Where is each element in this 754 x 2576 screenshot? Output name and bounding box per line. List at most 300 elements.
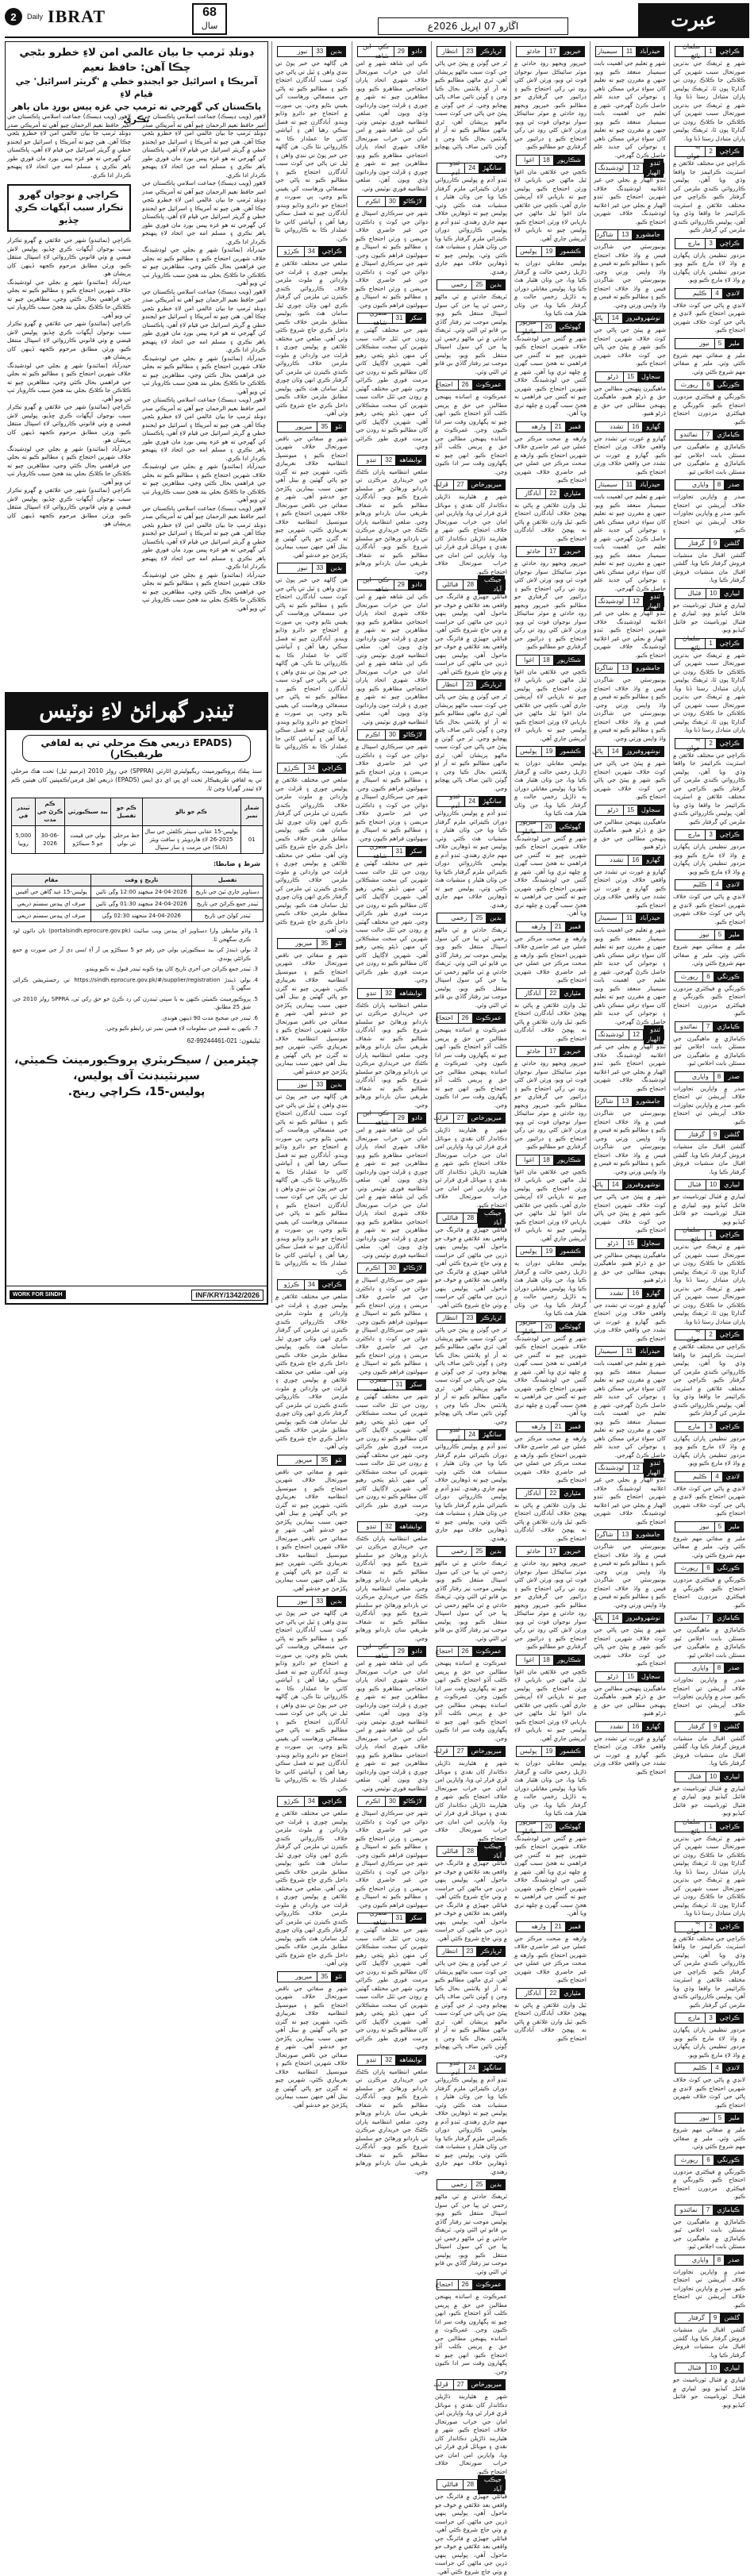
news-item-header: [433, 479, 506, 490]
news-city-tag: گهارو: [643, 422, 664, 432]
news-item-number: 14: [608, 313, 623, 323]
news-item-title: واپاري: [691, 1072, 709, 1080]
news-city-tag: ڪراچي: [717, 830, 743, 840]
news-item-body: پوليس مقابلي دوران ٻه ڌاڙيل زخمي حالت ۾ گرفتار ڪيا ويا، جن وٽان هٿيار هٿ ڪيا ويا. پوليس مقابلي دوران ٻه ڌاڙيل زخمي حالت ۾ گرفتار ڪيا ويا، جن وٽان هٿيار هٿ ڪيا ويا.: [514, 1259, 587, 1317]
news-item-header: [595, 855, 664, 866]
news-city-tag: ٺٽو: [332, 422, 345, 432]
news-item-body: يونيورسٽي جي شاگردن فيس ۾ واڌ خلاف احتجاج ڪيو ۽ مطالبو ڪيو ته فيس ۾ واڌ واپس ورتي وڃي. يونيورسٽي جي شاگردن فيس ۾ واڌ خلاف احتجاج ڪيو ۽ مطالبو ڪيو ته فيس ۾ واڌ واپس ورتي وڃي.: [594, 1109, 666, 1175]
news-item-header: [516, 1246, 585, 1257]
news-item-number: 22: [545, 1489, 560, 1498]
table-header: شمار نمبر: [240, 798, 263, 826]
news-city-tag: ٽنڊو الهيار: [644, 159, 664, 178]
news-item-title: ڪي اين شاهه: [363, 1643, 389, 1659]
year-label: سال: [201, 21, 218, 31]
table-row: [12, 886, 264, 898]
table-cell: 30-06-2026: [35, 826, 65, 854]
news-item-number: 12: [629, 597, 644, 606]
news-item-header: [595, 1096, 664, 1107]
news-item-title: اغوا: [524, 656, 534, 663]
news-item-number: 26: [458, 2280, 473, 2290]
news-item-header: [675, 1471, 744, 1482]
news-item-title: اڪرم: [365, 1264, 380, 1271]
news-item-number: 25: [471, 1547, 487, 1556]
news-item-number: 32: [381, 989, 396, 998]
news-city-tag: مٽياري: [560, 489, 584, 498]
news-item-title: تشدد: [610, 1722, 624, 1730]
lead-paragraph: لاهور (ويب ڊيسڪ) جماعت اسلامي پاڪستان جي امير حافظ نعيم الرحمان چيو آهي ته آمريڪي صدر ڊونلڊ ٽرمپ جا بيان عالمي امن لاءِ خطرو بڻجي چڪا آهن. هنن چيو ته آمريڪا ۽ اسرائيل جو ايجنڊو خطي ۾ گريٽر اسرائيل جي قيام لاءِ آهي، پاڪستان کي گهرجي ته هو غزه پيس بورڊ مان فوري طور ٻاهر نڪري ۽ مسلم امه جي اتحاد لاءِ پنهنجو ڪردار ادا ڪري.: [142, 113, 266, 179]
news-item-body: عمرڪوٽ ۾ اساتذه پنهنجن مطالبن جي حق ۾ پريس ڪلب آڏو احتجاج ڪيو، انهن چيو ته پگهارون وقت سر ادا ڪيون وڃن. عمرڪوٽ ۾ اساتذه پنهنجن مطالبن جي حق ۾ پريس ڪلب آڏو احتجاج ڪيو، انهن چيو ته پگهارون وقت سر ادا ڪيون وڃن.: [435, 2293, 507, 2375]
news-item-number: 29: [394, 1647, 409, 1656]
news-item-title: ميرپور ماٿيلو: [519, 817, 537, 835]
news-item-number: 1: [705, 1230, 716, 1240]
news-item-title: وارهه: [531, 1922, 546, 1930]
table-cell: پوليس-15 عقابي سينٽر ڪلفٽن جي سال 2025-26 لاءِ هارڊويئر ۽ سافٽ ويئر (SLA) جي مرمت ۽ سار سنڀال: [142, 826, 240, 854]
news-city-tag: قمبر: [566, 1922, 584, 1932]
news-item-number: 33: [312, 1080, 327, 1090]
news-city-tag: ٿرپارڪر: [477, 1947, 505, 1956]
news-item-number: 25: [471, 280, 487, 290]
conditions-title: شرط ۽ ضابطا:: [213, 860, 260, 867]
news-item-title: نيوز: [699, 931, 710, 938]
news-item-body: وارهه ۾ صحت مرڪز جي عملي جي غير حاضري خلاف شهرين احتجاج ڪيو. وارهه ۾ صحت مرڪز جي عملي جي غير حاضري خلاف شهرين احتجاج ڪيو.: [514, 934, 587, 983]
news-item-title: گرفتار: [688, 1131, 705, 1138]
news-item-body: يونيورسٽي جي شاگردن فيس ۾ واڌ خلاف احتجاج ڪيو ۽ مطالبو ڪيو ته فيس ۾ واڌ واپس ورتي وڃي. يونيورسٽي جي شاگردن فيس ۾ واڌ خلاف احتجاج ڪيو ۽ مطالبو ڪيو ته فيس ۾ واڌ واپس ورتي وڃي.: [594, 676, 666, 742]
news-item-body: ليياري ۾ فٽبال ٽورنامينٽ جو فائنل کيڏيو ويو. ليياري ۾ فٽبال ٽورنامينٽ جو فائنل کيڏيو ويو.: [673, 1784, 745, 1817]
news-item-header: [592, 746, 664, 757]
news-item-header: [675, 1817, 744, 1835]
news-item-number: 20: [541, 322, 556, 332]
lead-paragraph: لاهور (ويب ڊيسڪ) جماعت اسلامي پاڪستان جي امير حافظ نعيم الرحمان چيو آهي ته آمريڪي صدر ڊونلڊ ٽرمپ جا بيان عالمي امن لاءِ خطرو بڻجي چڪا آهن. هنن چيو ته آمريڪا ۽ اسرائيل جو ايجنڊو خطي ۾ گريٽر اسرائيل جي قيام لاءِ آهي، پاڪستان کي گهرجي ته هو غزه پيس بورڊ مان فوري طور ٻاهر نڪري ۽ مسلم امه جي اتحاد لاءِ پنهنجو ڪردار ادا ڪري.: [142, 504, 266, 570]
news-item-number: 13: [617, 663, 633, 673]
news-item-number: 32: [381, 1522, 396, 1532]
news-item-number: 24: [464, 2063, 479, 2073]
news-item-body: ٽريفڪ حادثي ۾ ٽي ماڻهو زخمي ٿي پيا جن کي سول اسپتال منتقل ڪيو ويو، پوليس موجب تيز رفتار گاڏي بي قابو ٿي الٽي وئي. ٽريفڪ حادثي ۾ ٽي ماڻهو زخمي ٿي پيا جن کي سول اسپتال منتقل ڪيو ويو، پوليس موجب تيز رفتار گاڏي بي قابو ٿي الٽي وئي.: [435, 926, 507, 1009]
news-item-number: 23: [463, 1313, 478, 1323]
news-item-body: ٽيل وارن علائقن ۾ پاڻي نه پهچڻ خلاف آبادگارن احتجاج ڪيو. ٽيل وارن علائقن ۾ پاڻي نه پهچڻ خلاف آبادگارن احتجاج ڪيو.: [514, 501, 587, 542]
news-item-title: وارهه: [531, 1422, 546, 1430]
lead-paragraph: حيدرآباد (نمائندو) شهر ۾ بجلي جي لوڊشيڊنگ خلاف شهرين احتجاج ڪيو ۽ مطالبو ڪيو ته بجلي جي فراهمي بحال ڪئي وڃي، مظاهرين چيو ته ڪلاڪن جا ڪلاڪ بجلي بند هجڻ سبب ڪاروبار ٺپ ٿي ويو آهي.: [142, 463, 266, 503]
news-item-header: [437, 1946, 506, 1957]
news-item-number: 7: [702, 1022, 714, 1032]
news-item-body: شهر ۾ تعليم جي اهميت بابت سيمينار منعقد ڪيو ويو، جنهن ۾ مقررن چيو ته تعليم کان سواءِ ترقي ممڪن ناهي ۽ نوجوانن کي جديد علم حاصل ڪرڻ گهرجي. شهر ۾ تعليم جي اهميت بابت سيمينار منعقد ڪيو ويو، جنهن ۾ مقررن چيو ته تعليم کان سواءِ ترقي ممڪن ناهي ۽ نوجوانن کي جديد علم حاصل ڪرڻ گهرجي.: [594, 493, 666, 592]
tender-footer: [6, 1286, 267, 1303]
news-item-number: 33: [312, 47, 327, 56]
news-item-title: رپورٽ: [680, 972, 698, 980]
news-item-header: [675, 829, 744, 840]
news-item-title: نيوز: [297, 48, 308, 55]
news-city-tag: بدين: [327, 1080, 345, 1090]
news-item-body: پوليس مقابلي دوران ٻه ڌاڙيل زخمي حالت ۾ گرفتار ڪيا ويا، جن وٽان هٿيار هٿ ڪيا ويا. پوليس مقابلي دوران ٻه ڌاڙيل زخمي حالت ۾ گرفتار ڪيا ويا، جن وٽان هٿيار هٿ ڪيا ويا.: [514, 1759, 587, 1817]
news-item-body: وارهه ۾ صحت مرڪز جي عملي جي غير حاضري خلاف شهرين احتجاج ڪيو. وارهه ۾ صحت مرڪز جي عملي جي غير حاضري خلاف شهرين احتجاج ڪيو.: [514, 434, 587, 483]
lead-paragraph: حيدرآباد (نمائندو) شهر ۾ بجلي جي لوڊشيڊنگ خلاف شهرين احتجاج ڪيو ۽ مطالبو ڪيو ته بجلي جي فراهمي بحال ڪئي وڃي، مظاهرين چيو ته ڪلاڪن جا ڪلاڪ بجلي بند هجڻ سبب ڪاروبار ٺپ ٿي ويو آهي.: [7, 444, 131, 486]
news-item-number: 18: [539, 1655, 554, 1665]
news-item-number: 29: [394, 1113, 409, 1123]
news-item-header: [516, 1746, 585, 1757]
news-item-title: پاڻي: [592, 748, 603, 755]
news-item-number: 10: [706, 1180, 721, 1190]
news-item-title: ٻه جوان: [687, 734, 701, 752]
news-column: [590, 41, 669, 1775]
news-item-title: رپورٽ: [680, 2155, 698, 2163]
news-item-number: 14: [608, 1180, 623, 1190]
news-item-title: اڪرم: [365, 731, 380, 738]
news-item-header: [595, 371, 664, 383]
news-item-body: ضلعي انتظاميه پاران ڪڻڪ جي خريداري مرڪزن تي باردانو ورهائڻ جو سلسلو شروع ڪيو ويو، آبادگارن مطالبو ڪيو ته شفاف طريقي سان باردانو ورهايو وڃي. ضلعي انتظاميه پاران ڪڻڪ جي خريداري مرڪزن تي باردانو ورهائڻ جو سلسلو شروع ڪيو ويو، آبادگارن مطالبو ڪيو ته شفاف طريقي سان باردانو ورهايو وڃي.: [356, 1001, 428, 1109]
news-item-body: گلشن اقبال مان منشيات فروش گرفتار ڪيا ويا. گلشن اقبال مان منشيات فروش گرفتار ڪيا ويا.: [673, 2326, 745, 2359]
news-item-header: [277, 938, 346, 949]
news-city-tag: بدين: [487, 280, 505, 290]
news-item-header: [675, 2113, 744, 2124]
news-item-number: 35: [317, 1972, 332, 1982]
news-item-title: انتظار: [441, 681, 458, 688]
lead-paragraph: لاهور (ويب ڊيسڪ) جماعت اسلامي پاڪستان جي امير حافظ نعيم الرحمان چيو آهي ته آمريڪي صدر ڊونلڊ ٽرمپ جا بيان عالمي امن لاءِ خطرو بڻجي چڪا آهن. هنن چيو ته آمريڪا ۽ اسرائيل جو ايجنڊو خطي ۾ گريٽر اسرائيل جي قيام لاءِ آهي، پاڪستان کي گهرجي ته هو غزه پيس بورڊ مان فوري طور ٻاهر نڪري ۽ مسلم امه جي اتحاد لاءِ پنهنجو ڪردار ادا ڪري.: [142, 179, 266, 245]
news-item-body: ٿر جي ڳوٺن ۾ پيئڻ جي پاڻي جي کوٽ سبب ماڻهو پريشان آهن، ٿري ماڻهن مطالبو ڪيو ته آر او پلانٽس بحال ڪيا وڃن ۽ ڳوٺن تائين صاف پاڻي پهچايو وڃي. ٿر جي ڳوٺن ۾ پيئڻ جي پاڻي جي کوٽ سبب ماڻهو پريشان آهن، ٿري ماڻهن مطالبو ڪيو ته آر او پلانٽس بحال ڪيا وڃن ۽ ڳوٺن تائين صاف پاڻي پهچايو وڃي.: [435, 1326, 507, 1425]
news-item-header: [675, 1563, 744, 1574]
news-item-title: ڌرڻو: [607, 372, 619, 380]
news-city-tag: ڪياماڙي: [714, 1022, 743, 1032]
news-item-header: [516, 1046, 585, 1057]
news-item-header: [437, 2059, 506, 2076]
news-city-tag: دادو: [409, 580, 425, 590]
news-item-body: ٽيل وارن علائقن ۾ پاڻي نه پهچڻ خلاف آبادگارن احتجاج ڪيو. ٽيل وارن علائقن ۾ پاڻي نه پهچڻ خلاف آبادگارن احتجاج ڪيو.: [514, 1001, 587, 1042]
news-item-header: [437, 2179, 506, 2190]
news-item-body: ٽنڊو آدم ۾ پوليس ڪارروائي دوران ڪيترائي ملزم گرفتار ڪيا ويا جن وٽان هٿيار ۽ منشيات هٿ ڪئي وئي، پوليس چيو ته ڏوهارين خلاف مهم جاري رهندي. ٽنڊو آدم ۾ پوليس ڪارروائي دوران ڪيترائي ملزم گرفتار ڪيا ويا جن وٽان هٿيار ۽ منشيات هٿ ڪئي وئي، پوليس چيو ته ڏوهارين خلاف مهم جاري رهندي.: [435, 1443, 507, 1542]
news-city-tag: ڪراچي: [717, 147, 743, 156]
table-cell: 24-04-2026 منجهند 02:30 وڳي: [91, 910, 192, 922]
news-item-header: [516, 655, 585, 666]
table-cell: 24-04-2026 منجهند 01:30 وڳي تائين: [91, 898, 192, 910]
news-item-header: [675, 43, 744, 60]
news-city-tag: گهوٽڪي: [556, 1822, 584, 1832]
news-item-number: 34: [304, 763, 319, 773]
news-item-number: 16: [628, 855, 643, 865]
news-item-header: [675, 1613, 744, 1624]
news-item-title: ڪليم: [692, 289, 707, 297]
news-item-body: شهر ۾ صفائي جي ناقص صورتحال خلاف شهرين احتجاج ڪيو ۽ ميونسپل انتظاميه خلاف نعريبازي ڪئي، شهرين چيو ته گٽرن جو پاڻي گهٽين ۾ بيٺل آهي جنهن سبب بيمارين پکڙجڻ جو خدشو آهي. شهر ۾ صفائي جي ناقص صورتحال خلاف شهرين احتجاج ڪيو ۽ ميونسپل انتظاميه خلاف نعريبازي ڪئي، شهرين چيو ته گٽرن جو پاڻي گهٽين ۾ بيٺل آهي جنهن سبب بيمارين پکڙجڻ جو خدشو آهي.: [275, 434, 348, 559]
news-item-number: 19: [541, 1747, 556, 1756]
news-item-number: 15: [623, 805, 638, 815]
news-city-tag: سجاول: [638, 1672, 664, 1682]
news-city-tag: ڪراچي: [717, 1330, 743, 1340]
news-item-number: 8: [714, 1072, 725, 1082]
news-item-header: [516, 246, 585, 257]
table-row: [12, 826, 264, 854]
news-item-title: تنڊو: [366, 989, 377, 997]
news-item-title: فٽبال: [687, 2364, 702, 2371]
news-item-body: هن ڳالهه جي خبر پوڻ تي ننڍي واهن ۽ ٽيل تي پاڻي جي کوٽ سبب آبادگارن احتجاج ڪيو ۽ مطالبو ڪيو ته پاڻي جي منصفاڻي ورهاست کي يقيني بڻايو وڃي، ٻي صورت ۾ احتجاج جو دائرو وڌايو ويندو. آبادگارن چيو ته فصل سڪي رهيا آهن ۽ آبپاشي کاتي جا عملدار ڪا به ڪارروائي نٿا ڪن. هن ڳالهه جي خبر پوڻ تي ننڍي واهن ۽ ٽيل تي پاڻي جي کوٽ سبب آبادگارن احتجاج ڪيو ۽ مطالبو ڪيو ته پاڻي جي منصفاڻي ورهاست کي يقيني بڻايو وڃي، ٻي صورت ۾ احتجاج جو دائرو وڌايو ويندو. آبادگارن چيو ته فصل سڪي رهيا آهن ۽ آبپاشي کاتي جا عملدار ڪا به ڪارروائي نٿا ڪن.: [275, 576, 348, 759]
news-city-tag: بدين: [487, 913, 505, 923]
news-item-number: 29: [394, 47, 409, 56]
news-item-title: پاڻي: [592, 1181, 603, 1188]
masthead: [5, 3, 749, 38]
news-item-number: 8: [714, 480, 725, 490]
news-item-header: [675, 1226, 744, 1243]
news-item-header: [357, 1643, 426, 1659]
table-header-row: [12, 875, 264, 886]
lead-paragraph: ڪراچي (نمائندو) شهر جي علائقي ۾ گهرو تڪرار سبب نوجوان آپگهات ڪري ڇڏيو، پوليس لاش قبضي ۾ وٺي قانوني ڪارروائي لاءِ اسپتال منتقل ڪيو، ورثن مطابق مرحوم ڪجهه ڏينهن کان پريشان هو.: [7, 486, 131, 527]
news-item-body: شهر ۾ تعليم جي اهميت بابت سيمينار منعقد ڪيو ويو، جنهن ۾ مقررن چيو ته تعليم کان سواءِ ترقي ممڪن ناهي ۽ نوجوانن کي جديد علم حاصل ڪرڻ گهرجي. شهر ۾ تعليم جي اهميت بابت سيمينار منعقد ڪيو ويو، جنهن ۾ مقررن چيو ته تعليم کان سواءِ ترقي ممڪن ناهي ۽ نوجوانن کي جديد علم حاصل ڪرڻ گهرجي.: [594, 926, 666, 1025]
tender-signature: [6, 1052, 267, 1100]
news-item-title: مصري شاهه: [369, 843, 387, 859]
news-item-body: خيرپور ويجهو روڊ حادثي ۾ موٽر سائيڪل سوار نوجوان فوت ٿي ويو، ورثن لاش کڻي روڊ تي رکي احتجاج ڪيو ۽ ڊرائيور جي گرفتاري جو مطالبو ڪيو. خيرپور ويجهو روڊ حادثي ۾ موٽر سائيڪل سوار نوجوان فوت ٿي ويو، ورثن لاش کڻي روڊ تي رکي احتجاج ڪيو ۽ ڊرائيور جي گرفتاري جو مطالبو ڪيو.: [514, 60, 587, 150]
news-city-tag: سجاول: [638, 372, 664, 382]
news-item-body: شهر جي سرڪاري اسپتال ۾ دوائن جي کوٽ ۽ ڊاڪٽرن جي غير حاضري خلاف مريضن ۽ ورثن احتجاج ڪيو ۽ مطالبو ڪيو ته اسپتال ۾ سهولتون فراهم ڪيون وڃن. شهر جي سرڪاري اسپتال ۾ دوائن جي کوٽ ۽ ڊاڪٽرن جي غير حاضري خلاف مريضن ۽ ورثن احتجاج ڪيو ۽ مطالبو ڪيو ته اسپتال ۾ سهولتون فراهم ڪيون وڃن.: [356, 1276, 428, 1375]
news-item-title: واپاري: [691, 481, 709, 488]
news-item-body: صدر ۾ واپارين تجاوزات خلاف آپريشن تي احتجاج ڪيو. صدر ۾ واپارين تجاوزات خلاف آپريشن تي احتجاج ڪيو.: [673, 1676, 745, 1717]
news-item-header: [437, 576, 506, 593]
news-item-title: ڪرڙو: [283, 1797, 299, 1805]
news-item-title: انتظار: [441, 1947, 458, 1955]
news-city-tag: ملير: [725, 930, 743, 940]
news-item-number: 35: [317, 1455, 332, 1465]
news-item-body: لانڍي ۾ پاڻي جي کوٽ خلاف شهرين احتجاج ڪيو. لانڍي ۾ پاڻي جي کوٽ خلاف شهرين احتجاج ڪيو.: [673, 1484, 745, 1517]
news-city-tag: بدين: [327, 1597, 345, 1606]
news-item-number: 9: [710, 539, 721, 548]
news-item-number: 20: [541, 1822, 556, 1832]
news-item-title: ٽنڊو آدم: [449, 793, 460, 809]
news-item-title: انتظار: [441, 1314, 458, 1321]
news-item-header: [357, 1376, 426, 1393]
news-item-body: شهر ۾ گئس جي لوڊشيڊنگ خلاف شهرين احتجاج ڪيو، شهرين چيو ته گئس جي فراهمي نه هجڻ سبب گهرن ۾ چلهه ٺري ويا آهن. شهر ۾ گئس جي لوڊشيڊنگ خلاف شهرين احتجاج ڪيو، شهرين چيو ته گئس جي فراهمي نه هجڻ سبب گهرن ۾ چلهه ٺري ويا آهن.: [514, 1834, 587, 1917]
news-item-header: [675, 238, 744, 249]
signature-line: سپرنٽينڊنٽ آف پوليس،: [73, 1069, 200, 1082]
news-city-tag: شڪارپور: [554, 1155, 584, 1165]
news-item-header: [516, 1988, 585, 1999]
news-item-header: [357, 1263, 426, 1274]
news-item-header: [595, 421, 664, 433]
news-item-title: تشدد: [610, 1289, 624, 1297]
news-item-body: لانڍي ۾ پاڻي جي کوٽ خلاف شهرين احتجاج ڪيو. لانڍي ۾ پاڻي جي کوٽ خلاف شهرين احتجاج ڪيو.: [673, 2076, 745, 2109]
lead-headline-tertiary: پاڪستان کي گهرجي ته ٽرمپ جي غزه پيس بورڊ مان ٻاهر نڪري: [11, 102, 262, 125]
news-item-number: 6: [702, 2155, 714, 2165]
news-city-tag: عمرڪوٽ: [473, 1013, 505, 1023]
news-column: [431, 41, 510, 2575]
news-item-title: نمائندو: [679, 1614, 698, 1621]
news-item-number: 6: [702, 1563, 714, 1573]
news-item-header: [357, 310, 426, 326]
tender-intro: سنڌ پبلڪ پروڪيورمينٽ ريگيوليٽري اٿارٽي (SPPRA) جي رولز 2010 (ترميم ٿيل) تحت هڪ مرحلي تي ٻه لفافي طريقيڪار تحت اي پي اي ڊي ايس (EPADS) ذريعي اهل فرمن/ڪمپنين کان هيٺين ڪم لاءِ ٽينڊر گهرايا وڃن ٿا.: [11, 767, 262, 792]
news-city-tag: ملير: [725, 1522, 743, 1532]
news-item-header: [516, 1317, 585, 1335]
news-item-header: [277, 563, 346, 574]
condition-item: 3. ٽينڊر جمع ڪرائڻ جي آخري تاريخ کان پوءِ ڪوبه ٽينڊر قبول نه ڪيو ويندو.: [13, 965, 251, 974]
news-item-body: وارهه ۾ صحت مرڪز جي عملي جي غير حاضري خلاف شهرين احتجاج ڪيو. وارهه ۾ صحت مرڪز جي عملي جي غير حاضري خلاف شهرين احتجاج ڪيو.: [514, 1434, 587, 1483]
news-city-tag: حيدرآباد: [637, 1347, 664, 1356]
news-item-title: واپاري: [691, 2255, 709, 2263]
news-item-body: ڪورنگي ۾ فيڪٽري مزدورن احتجاج ڪيو. ڪورنگي ۾ فيڪٽري مزدورن احتجاج ڪيو.: [673, 2167, 745, 2200]
news-item-number: 12: [629, 1030, 644, 1040]
news-item-header: [437, 379, 506, 390]
news-item-header: [675, 2205, 744, 2216]
news-item-header: [675, 1326, 744, 1343]
news-item-body: صدر ۾ واپارين تجاوزات خلاف آپريشن تي احتجاج ڪيو. صدر ۾ واپارين تجاوزات خلاف آپريشن تي احتجاج ڪيو.: [673, 493, 745, 533]
news-city-tag: لاڙڪاڻو: [400, 730, 425, 740]
news-item-title: ميرپور ماٿيلو: [519, 1317, 537, 1335]
news-item-body: ڪراچي جي مختلف علائقن ۾ اسٽريٽ ڪرائيمز جا واقعا وڌي ويا آهن، پوليس ڪارروائي ڪندي ملزمن کي گرفتار ڪيو. ڪراچي جي مختلف علائقن ۾ اسٽريٽ ڪرائيمز جا واقعا وڌي ويا آهن، پوليس ڪارروائي ڪندي ملزمن کي گرفتار ڪيو.: [673, 1934, 745, 2009]
news-item-header: [516, 988, 585, 999]
news-city-tag: ٽنڊو الهيار: [644, 1025, 664, 1044]
news-city-tag: خيرپور: [560, 47, 584, 56]
news-item-title: تنڊو: [366, 456, 377, 463]
news-item-header: [357, 455, 426, 466]
news-item-body: قبائلي جهيڙي ۾ فائرنگ جي واقعي بعد علائقي ۾ خوف جو ماحول آهي، پوليس ٻنهي ڌرين جي ماڻهن کي حراست ۾ وٺي جاچ شروع ڪئي آهي. قبائلي جهيڙي ۾ فائرنگ جي واقعي بعد علائقي ۾ خوف جو ماحول آهي، پوليس ٻنهي ڌرين جي ماڻهن کي حراست ۾ وٺي جاچ شروع ڪئي آهي.: [435, 1859, 507, 1942]
news-item-title: فٽبال: [687, 1772, 702, 1780]
news-city-tag: حيدرآباد: [637, 480, 664, 490]
news-item-body: صدر ۾ واپارين تجاوزات خلاف آپريشن تي احتجاج ڪيو. صدر ۾ واپارين تجاوزات خلاف آپريشن تي احتجاج ڪيو.: [673, 2267, 745, 2309]
news-item-body: ضلعي جي مختلف علائقن ۾ پوليس چوري ۽ ڦرلٽ جي وارداتن ۾ ملوث ملزمن خلاف ڪارروائي ڪندي ڪيترن ئي ملزمن کي گرفتار ڪري انهن وٽان چوري ٿيل سامان هٿ ڪيو، پوليس مطابق ملزمن خلاف ڪيس داخل ڪري جاچ شروع ڪئي وئي آهي. ضلعي جي مختلف علائقن ۾ پوليس چوري ۽ ڦرلٽ جي وارداتن ۾ ملوث ملزمن خلاف ڪارروائي ڪندي ڪيترن ئي ملزمن کي گرفتار ڪري انهن وٽان چوري ٿيل سامان هٿ ڪيو، پوليس مطابق ملزمن خلاف ڪيس داخل ڪري جاچ شروع ڪئي وئي آهي.: [275, 776, 348, 933]
news-item-header: [516, 1488, 585, 1499]
news-item-number: 29: [394, 580, 409, 590]
news-item-number: 24: [464, 797, 479, 806]
news-item-header: [516, 746, 585, 757]
news-city-tag: ڪشمور: [556, 247, 584, 256]
news-item-number: 20: [541, 1322, 556, 1332]
news-item-number: 21: [551, 922, 566, 932]
news-item-header: [595, 229, 664, 240]
news-city-tag: بدين: [487, 1547, 505, 1556]
news-item-header: [516, 421, 585, 433]
news-item-header: [595, 1529, 664, 1540]
news-item-title: ميرپور: [294, 422, 313, 430]
news-item-header: [595, 46, 664, 57]
news-city-tag: ٺٽو: [332, 939, 345, 948]
news-item-title: نمائندو: [679, 431, 698, 438]
news-item-header: [437, 1013, 506, 1024]
work-for-sindh-logo: WORK FOR SINDH: [10, 1290, 66, 1299]
news-item-number: 26: [458, 1647, 473, 1656]
news-item-body: ضلعي جي مختلف علائقن ۾ پوليس چوري ۽ ڦرلٽ جي وارداتن ۾ ملوث ملزمن خلاف ڪارروائي ڪندي ڪيترن ئي ملزمن کي گرفتار ڪري انهن وٽان چوري ٿيل سامان هٿ ڪيو، پوليس مطابق ملزمن خلاف ڪيس داخل ڪري جاچ شروع ڪئي وئي آهي. ضلعي جي مختلف علائقن ۾ پوليس چوري ۽ ڦرلٽ جي وارداتن ۾ ملوث ملزمن خلاف ڪارروائي ڪندي ڪيترن ئي ملزمن کي گرفتار ڪري انهن وٽان چوري ٿيل سامان هٿ ڪيو، پوليس مطابق ملزمن خلاف ڪيس داخل ڪري جاچ شروع ڪئي وئي آهي.: [275, 1809, 348, 1967]
news-item-body: هن ڳالهه جي خبر پوڻ تي ننڍي واهن ۽ ٽيل تي پاڻي جي کوٽ سبب آبادگارن احتجاج ڪيو ۽ مطالبو ڪيو ته پاڻي جي منصفاڻي ورهاست کي يقيني بڻايو وڃي، ٻي صورت ۾ احتجاج جو دائرو وڌايو ويندو. آبادگارن چيو ته فصل سڪي رهيا آهن ۽ آبپاشي کاتي جا عملدار ڪا به ڪارروائي نٿا ڪن. هن ڳالهه جي خبر پوڻ تي ننڍي واهن ۽ ٽيل تي پاڻي جي کوٽ سبب آبادگارن احتجاج ڪيو ۽ مطالبو ڪيو ته پاڻي جي منصفاڻي ورهاست کي يقيني بڻايو وڃي، ٻي صورت ۾ احتجاج جو دائرو وڌايو ويندو. آبادگارن چيو ته فصل سڪي رهيا آهن ۽ آبپاشي کاتي جا عملدار ڪا به ڪارروائي نٿا ڪن.: [275, 1609, 348, 1792]
news-city-tag: عمرڪوٽ: [473, 2280, 505, 2290]
news-city-tag: گهارو: [643, 1289, 664, 1298]
news-item-header: [357, 196, 426, 207]
news-item-title: پاڻي: [592, 1614, 603, 1621]
news-item-header: [516, 1155, 585, 1166]
news-item-number: 31: [392, 313, 407, 323]
news-item-body: شهر ۾ پيئڻ جي پاڻي جي کوٽ خلاف شهرين احتجاج ڪيو. شهر ۾ پيئڻ جي پاڻي جي کوٽ خلاف شهرين احتجاج ڪيو.: [594, 759, 666, 800]
news-column: [510, 41, 590, 2042]
news-city-tag: جيڪب آباد: [478, 575, 505, 594]
newspaper-logo: عبرت: [638, 3, 749, 37]
news-item-title: احتجاج: [435, 2281, 453, 2288]
news-city-tag: گهوٽڪي: [556, 822, 584, 832]
news-item-header: [357, 729, 426, 740]
news-item-title: سيمينار: [597, 48, 617, 55]
news-item-number: 11: [622, 913, 637, 923]
news-city-tag: جامشورو: [633, 1530, 664, 1540]
news-city-tag: مٽياري: [560, 1989, 584, 1998]
news-item-header: [357, 988, 426, 999]
tender-work-table: [11, 798, 264, 854]
news-item-header: [675, 1129, 744, 1140]
news-item-body: ڪياماڙي ۾ ماهيگيرن جي مسئلن بابت اجلاس ٿيو. ڪياماڙي ۾ ماهيگيرن جي مسئلن بابت اجلاس ٿيو.: [673, 1626, 745, 1659]
news-item-number: 28: [463, 580, 478, 590]
news-city-tag: ڪشمور: [556, 747, 584, 756]
news-item-header: [675, 379, 744, 390]
news-item-header: [437, 1426, 506, 1443]
news-item-number: 19: [541, 247, 556, 256]
news-item-body: ملير ۾ صفائي مهم شروع ڪئي وئي. ملير ۾ صفائي مهم شروع ڪئي وئي.: [673, 943, 745, 967]
news-item-body: هن ڳالهه جي خبر پوڻ تي ننڍي واهن ۽ ٽيل تي پاڻي جي کوٽ سبب آبادگارن احتجاج ڪيو ۽ مطالبو ڪيو ته پاڻي جي منصفاڻي ورهاست کي يقيني بڻايو وڃي، ٻي صورت ۾ احتجاج جو دائرو وڌايو ويندو. آبادگارن چيو ته فصل سڪي رهيا آهن ۽ آبپاشي کاتي جا عملدار ڪا به ڪارروائي نٿا ڪن. هن ڳالهه جي خبر پوڻ تي ننڍي واهن ۽ ٽيل تي پاڻي جي کوٽ سبب آبادگارن احتجاج ڪيو ۽ مطالبو ڪيو ته پاڻي جي منصفاڻي ورهاست کي يقيني بڻايو وڃي، ٻي صورت ۾ احتجاج جو دائرو وڌايو ويندو. آبادگارن چيو ته فصل سڪي رهيا آهن ۽ آبپاشي کاتي جا عملدار ڪا به ڪارروائي نٿا ڪن.: [275, 1093, 348, 1275]
news-item-title: مارچ: [687, 239, 701, 247]
news-item-number: 34: [304, 1280, 319, 1290]
news-city-tag: جيڪب آباد: [478, 1209, 505, 1228]
news-item-header: [437, 913, 506, 924]
table-header-row: [12, 798, 264, 826]
news-city-tag: ڪراچي: [717, 639, 743, 648]
news-item-title: حادثو: [526, 48, 541, 55]
news-item-title: شاگرد: [596, 231, 614, 238]
news-item-title: مصري شاهه: [369, 1909, 387, 1926]
news-city-tag: ٿرپارڪر: [477, 1313, 505, 1323]
news-item-title: مصري شاهه: [369, 310, 387, 326]
news-item-header: [675, 2255, 744, 2266]
news-item-body: ڪچي جي علائقي مان اغوا ٿيل ماڻهن جي بازيابي لاءِ ورثن احتجاج ڪيو، پوليس چيو ته بازيابي لاءِ آپريشن جاري آهي. ڪچي جي علائقي مان اغوا ٿيل ماڻهن جي بازيابي لاءِ ورثن احتجاج ڪيو، پوليس چيو ته بازيابي لاءِ آپريشن جاري آهي.: [514, 667, 587, 742]
news-item-title: ٻه جوان: [687, 143, 701, 160]
news-item-body: وارهه ۾ صحت مرڪز جي عملي جي غير حاضري خلاف شهرين احتجاج ڪيو. وارهه ۾ صحت مرڪز جي عملي جي غير حاضري خلاف شهرين احتجاج ڪيو.: [514, 1934, 587, 1983]
year-number: 68: [202, 6, 217, 19]
news-city-tag: لانڍي: [723, 2063, 743, 2073]
lead-paragraph: حيدرآباد (نمائندو) شهر ۾ بجلي جي لوڊشيڊنگ خلاف شهرين احتجاج ڪيو ۽ مطالبو ڪيو ته بجلي جي فراهمي بحال ڪئي وڃي، مظاهرين چيو ته ڪلاڪن جا ڪلاڪ بجلي بند هجڻ سبب ڪاروبار ٺپ ٿي ويو آهي.: [142, 354, 266, 395]
news-item-title: لوڊشيڊنگ: [598, 1464, 625, 1471]
news-item-body: ٽريفڪ حادثي ۾ ٽي ماڻهو زخمي ٿي پيا جن کي سول اسپتال منتقل ڪيو ويو، پوليس موجب تيز رفتار گاڏي بي قابو ٿي الٽي وئي. ٽريفڪ حادثي ۾ ٽي ماڻهو زخمي ٿي پيا جن کي سول اسپتال منتقل ڪيو ويو، پوليس موجب تيز رفتار گاڏي بي قابو ٿي الٽي وئي.: [435, 2193, 507, 2275]
news-city-tag: گهارو: [643, 855, 664, 865]
news-item-title: سلمان نائچ: [683, 1226, 701, 1243]
news-item-number: 17: [545, 47, 560, 56]
news-item-body: ڪي اين شاهه شهر ۾ امن امان جي خراب صورتحال خلاف شهري اتحاد پاران احتجاجي مظاهرو ڪيو ويو، مظاهرين چيو ته شهر ۾ چوري ۽ ڦرلٽ جون وارداتون وڌي ويون آهن، ضلعي انتظاميه فوري نوٽيس وٺي. ڪي اين شاهه شهر ۾ امن امان جي خراب صورتحال خلاف شهري اتحاد پاران احتجاجي مظاهرو ڪيو ويو، مظاهرين چيو ته شهر ۾ چوري ۽ ڦرلٽ جون وارداتون وڌي ويون آهن، ضلعي انتظاميه فوري نوٽيس وٺي.: [356, 1126, 428, 1259]
table-cell: بولي جي قيمت جو 5 سيڪڙو: [65, 826, 111, 854]
news-item-body: شهر ۾ تعليم جي اهميت بابت سيمينار منعقد ڪيو ويو، جنهن ۾ مقررن چيو ته تعليم کان سواءِ ترقي ممڪن ناهي ۽ نوجوانن کي جديد علم حاصل ڪرڻ گهرجي. شهر ۾ تعليم جي اهميت بابت سيمينار منعقد ڪيو ويو، جنهن ۾ مقررن چيو ته تعليم کان سواءِ ترقي ممڪن ناهي ۽ نوجوانن کي جديد علم حاصل ڪرڻ گهرجي.: [594, 1359, 666, 1459]
news-city-tag: نوشهروفيروز: [623, 1180, 664, 1190]
news-item-header: [675, 2013, 744, 2024]
news-item-title: نمائندو: [679, 2205, 698, 2213]
news-item-number: 28: [463, 2480, 478, 2489]
news-item-number: 30: [385, 197, 400, 206]
news-item-body: گلشن اقبال مان منشيات فروش گرفتار ڪيا ويا. گلشن اقبال مان منشيات فروش گرفتار ڪيا ويا.: [673, 551, 745, 583]
news-item-body: ڪراچي جي مختلف علائقن ۾ اسٽريٽ ڪرائيمز جا واقعا وڌي ويا آهن، پوليس ڪارروائي ڪندي ملزمن کي گرفتار ڪيو. ڪراچي جي مختلف علائقن ۾ اسٽريٽ ڪرائيمز جا واقعا وڌي ويا آهن، پوليس ڪارروائي ڪندي ملزمن کي گرفتار ڪيو.: [673, 1343, 745, 1417]
lead-story-column-right: [140, 111, 268, 690]
news-item-number: 21: [551, 1922, 566, 1932]
news-city-tag: ليياري: [721, 1772, 743, 1782]
news-item-header: [592, 1613, 664, 1624]
news-item-number: 1: [705, 1822, 716, 1832]
news-item-header: [675, 2063, 744, 2074]
news-item-number: 16: [628, 1289, 643, 1298]
news-item-body: شهر ۾ هٿياربند ڌاڙيلن دڪاندار کان نقدي ۽ موبائل ڦري فرار ٿي ويا، واپارين امن امان جي خراب صورتحال خلاف احتجاج ڪيو. شهر ۾ هٿياربند ڌاڙيلن دڪاندار کان نقدي ۽ موبائل ڦري فرار ٿي ويا، واپارين امن امان جي خراب صورتحال خلاف احتجاج ڪيو.: [434, 1759, 507, 1842]
news-item-number: 24: [464, 163, 479, 173]
news-item-number: 8: [714, 2255, 725, 2265]
news-item-body: ڪي اين شاهه شهر ۾ امن امان جي خراب صورتحال خلاف شهري اتحاد پاران احتجاجي مظاهرو ڪيو ويو، مظاهرين چيو ته شهر ۾ چوري ۽ ڦرلٽ جون وارداتون وڌي ويون آهن، ضلعي انتظاميه فوري نوٽيس وٺي. ڪي اين شاهه شهر ۾ امن امان جي خراب صورتحال خلاف شهري اتحاد پاران احتجاجي مظاهرو ڪيو ويو، مظاهرين چيو ته شهر ۾ چوري ۽ ڦرلٽ جون وارداتون وڌي ويون آهن، ضلعي انتظاميه فوري نوٽيس وٺي.: [356, 1659, 428, 1792]
news-city-tag: سکر: [406, 1913, 425, 1923]
news-item-header: [277, 1079, 346, 1090]
news-item-number: 11: [622, 1347, 637, 1356]
news-item-number: 7: [702, 2205, 714, 2215]
news-item-number: 21: [551, 422, 566, 432]
news-item-number: 13: [617, 230, 633, 240]
news-item-number: 22: [545, 989, 560, 998]
lead-paragraph: حيدرآباد (نمائندو) شهر ۾ بجلي جي لوڊشيڊنگ خلاف شهرين احتجاج ڪيو ۽ مطالبو ڪيو ته بجلي جي فراهمي بحال ڪئي وڃي، مظاهرين چيو ته ڪلاڪن جا ڪلاڪ بجلي بند هجڻ سبب ڪاروبار ٺپ ٿي ويو آهي.: [7, 361, 131, 402]
lead-paragraph: ڪراچي (نمائندو) شهر جي علائقي ۾ گهرو تڪرار سبب نوجوان آپگهات ڪري ڇڏيو، پوليس لاش قبضي ۾ وٺي قانوني ڪارروائي لاءِ اسپتال منتقل ڪيو، ورثن مطابق مرحوم ڪجهه ڏينهن کان پريشان هو.: [7, 236, 131, 277]
news-item-title: اڪرم: [365, 198, 380, 205]
news-item-title: زخمي: [451, 914, 467, 921]
lead-headline-secondary: آمريڪا ۽ اسرائيل جو ايجنڊو خطي ۾ 'گريٽر اسرائيل' جي قيام لاءِ: [15, 76, 258, 99]
news-item-title: ٽنڊو آدم: [449, 2059, 460, 2076]
news-city-tag: قمبر: [566, 422, 584, 432]
news-item-title: حادثو: [526, 1048, 541, 1055]
table-cell: 01: [240, 826, 263, 854]
news-item-title: آبادگار: [524, 489, 541, 497]
news-item-title: شاگرد: [596, 1098, 614, 1105]
